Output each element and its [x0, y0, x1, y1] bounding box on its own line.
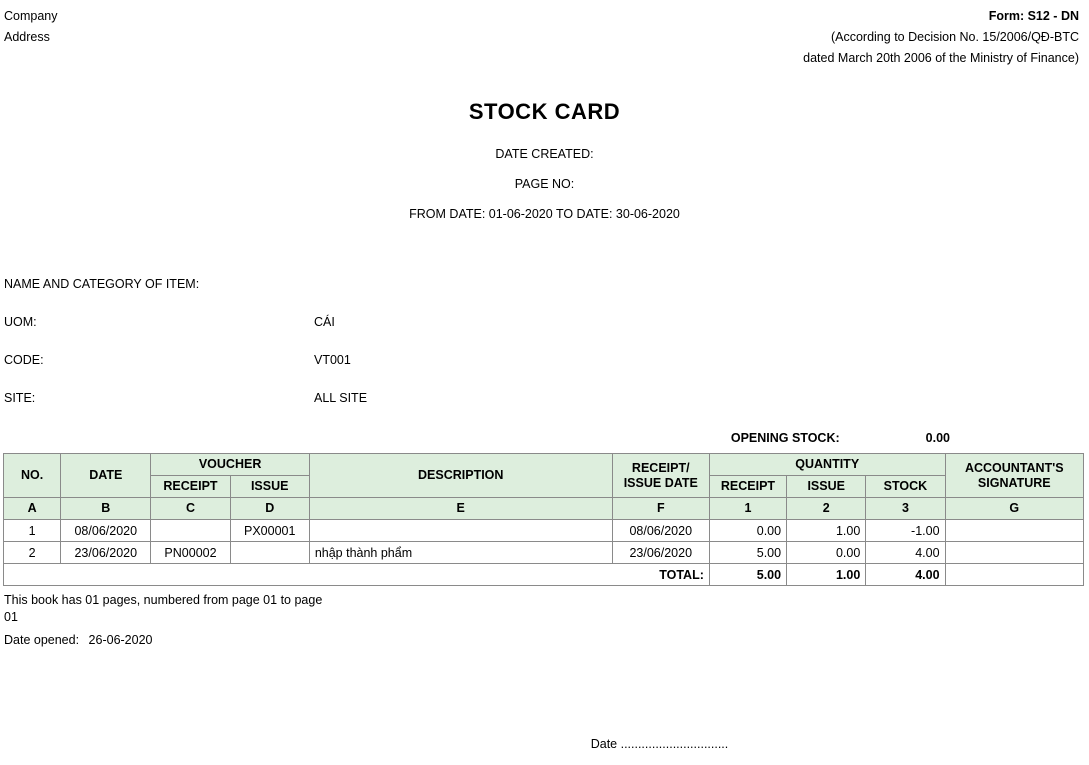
col-letter-1: 1: [709, 498, 786, 520]
uom-value: CÁI: [314, 315, 335, 329]
date-range-label: FROM DATE: 01-06-2020 TO DATE: 30-06-2020: [409, 207, 680, 221]
opening-stock-row: [0, 431, 1089, 445]
page-title: STOCK CARD: [468, 99, 621, 124]
th-qty-receipt: RECEIPT: [709, 476, 786, 498]
code-label: CODE:: [4, 353, 44, 367]
form-label: Form:: [988, 9, 1025, 23]
cell-description: [309, 520, 612, 542]
table-total-row: [4, 564, 1084, 586]
address-label: Address: [4, 30, 50, 44]
date-created-label: DATE CREATED:: [495, 147, 594, 161]
th-qty-stock: STOCK: [866, 476, 945, 498]
th-qty-issue: ISSUE: [787, 476, 866, 498]
info-row-site: [4, 379, 1089, 417]
cell-qty-stock: 4.00: [866, 542, 945, 564]
date-opened-label: Date opened:: [4, 633, 80, 647]
cell-qty-stock: -1.00: [866, 520, 945, 542]
table-header-row-main: [4, 454, 1084, 476]
th-quantity: QUANTITY: [709, 454, 945, 476]
table-column-letters-row: [4, 498, 1084, 520]
cell-no: 1: [4, 520, 61, 542]
signature-date-line: Date ...............................: [590, 737, 729, 751]
col-letter-c: C: [151, 498, 230, 520]
cell-receipt-issue-date: 23/06/2020: [612, 542, 709, 564]
col-letter-d: D: [230, 498, 309, 520]
th-description: DESCRIPTION: [309, 454, 612, 498]
opening-stock-value: 0.00: [925, 431, 950, 445]
cell-voucher-receipt: PN00002: [151, 542, 230, 564]
item-name-label: NAME AND CATEGORY OF ITEM:: [4, 277, 200, 291]
cell-qty-receipt: 0.00: [709, 520, 786, 542]
cell-voucher-receipt: [151, 520, 230, 542]
footer-note: This book has 01 pages, numbered from page 01 to page 01: [4, 593, 323, 624]
cell-signature: [945, 520, 1083, 542]
page-no-label: PAGE NO:: [514, 177, 575, 191]
total-label: TOTAL:: [4, 564, 710, 586]
table-body: [4, 520, 1084, 586]
document-header: [0, 0, 1089, 69]
table-row: [4, 542, 1084, 564]
th-date: DATE: [61, 454, 151, 498]
form-value: S12 - DN: [1027, 9, 1079, 23]
th-voucher-receipt: RECEIPT: [151, 476, 230, 498]
total-qty-receipt: 5.00: [709, 564, 786, 586]
th-accountant-signature: ACCOUNTANT'S SIGNATURE: [945, 454, 1083, 498]
cell-description: nhập thành phẩm: [309, 542, 612, 564]
col-letter-e: E: [309, 498, 612, 520]
header-row-address: [4, 27, 1079, 48]
cell-signature: [945, 542, 1083, 564]
table-row: [4, 520, 1084, 542]
cell-qty-issue: 1.00: [787, 520, 866, 542]
col-letter-f: F: [612, 498, 709, 520]
cell-qty-receipt: 5.00: [709, 542, 786, 564]
company-label: Company: [4, 9, 58, 23]
decision-line-2: dated March 20th 2006 of the Ministry of Finance): [803, 51, 1079, 65]
th-receipt-issue-date: RECEIPT/ ISSUE DATE: [612, 454, 709, 498]
col-letter-g: G: [945, 498, 1083, 520]
info-row-uom: [4, 303, 1089, 341]
cell-date: 23/06/2020: [61, 542, 151, 564]
cell-receipt-issue-date: 08/06/2020: [612, 520, 709, 542]
info-row-item-name: [4, 265, 1089, 303]
title-block: [0, 99, 1089, 229]
cell-voucher-issue: PX00001: [230, 520, 309, 542]
document-footer: [0, 592, 1089, 649]
th-voucher-issue: ISSUE: [230, 476, 309, 498]
total-signature: [945, 564, 1083, 586]
cell-voucher-issue: [230, 542, 309, 564]
stock-card-table: [3, 453, 1084, 586]
col-letter-3: 3: [866, 498, 945, 520]
header-row-decision-2: [4, 48, 1079, 69]
date-opened-value: 26-06-2020: [88, 633, 153, 647]
site-label: SITE:: [4, 391, 36, 405]
col-letter-b: B: [61, 498, 151, 520]
site-value: ALL SITE: [314, 391, 368, 405]
form-identifier: [989, 6, 1079, 27]
info-row-code: [4, 341, 1089, 379]
uom-label: UOM:: [4, 315, 37, 329]
cell-qty-issue: 0.00: [787, 542, 866, 564]
total-qty-issue: 1.00: [787, 564, 866, 586]
opening-stock-label: OPENING STOCK:: [730, 431, 840, 445]
header-row-company: [4, 6, 1079, 27]
item-info-block: [0, 265, 1089, 417]
th-no: NO.: [4, 454, 61, 498]
decision-line-1: (According to Decision No. 15/2006/QĐ-BTC: [830, 30, 1079, 44]
col-letter-a: A: [4, 498, 61, 520]
cell-no: 2: [4, 542, 61, 564]
cell-date: 08/06/2020: [61, 520, 151, 542]
footer-date-opened: [4, 632, 1089, 649]
signature-block: [0, 737, 1089, 751]
code-value: VT001: [314, 353, 351, 367]
col-letter-2: 2: [787, 498, 866, 520]
total-qty-stock: 4.00: [866, 564, 945, 586]
table-header: [4, 454, 1084, 520]
th-voucher: VOUCHER: [151, 454, 309, 476]
